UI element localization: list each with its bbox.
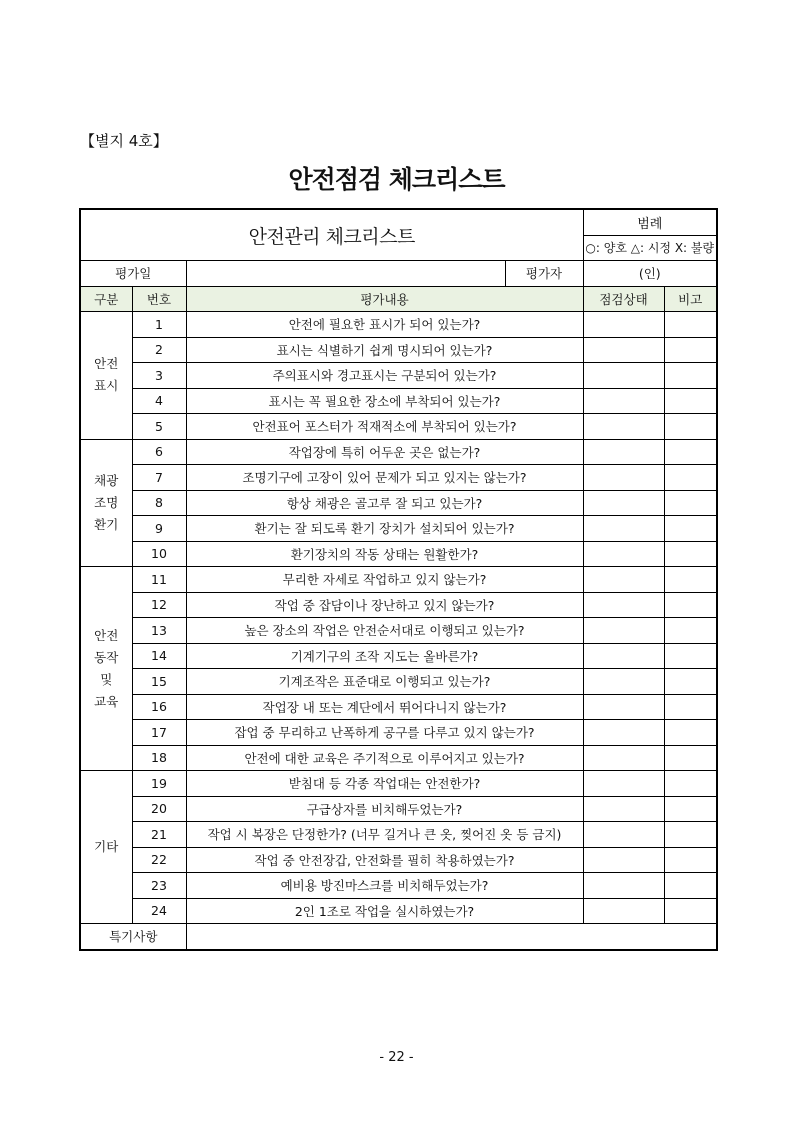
item-number: 18	[132, 745, 186, 771]
item-text: 안전표어 포스터가 적재적소에 부착되어 있는가?	[186, 414, 583, 440]
table-row	[80, 669, 717, 695]
header-remarks: 비고	[664, 286, 717, 312]
remarks-cell[interactable]	[664, 796, 717, 822]
page-number: - 22 -	[379, 1050, 414, 1065]
item-number: 21	[132, 822, 186, 848]
table-row	[80, 745, 717, 771]
item-number: 22	[132, 847, 186, 873]
item-number: 16	[132, 694, 186, 720]
item-number: 9	[132, 516, 186, 542]
section-label: 채광 조명 환기	[80, 439, 132, 567]
eval-date-label: 평가일	[80, 261, 186, 287]
status-cell[interactable]	[583, 592, 664, 618]
status-cell[interactable]	[583, 669, 664, 695]
remarks-cell[interactable]	[664, 567, 717, 593]
remarks-cell[interactable]	[664, 720, 717, 746]
item-number: 11	[132, 567, 186, 593]
item-number: 19	[132, 771, 186, 797]
table-row	[80, 771, 717, 797]
table-row	[80, 847, 717, 873]
item-text: 안전에 필요한 표시가 되어 있는가?	[186, 312, 583, 338]
remarks-cell[interactable]	[664, 337, 717, 363]
table-row	[80, 465, 717, 491]
header-content: 평가내용	[186, 286, 583, 312]
remarks-cell[interactable]	[664, 439, 717, 465]
annex-label: 【별지 4호】	[80, 132, 168, 150]
item-number: 2	[132, 337, 186, 363]
status-cell[interactable]	[583, 643, 664, 669]
item-text: 환기는 잘 되도록 환기 장치가 설치되어 있는가?	[186, 516, 583, 542]
remarks-cell[interactable]	[664, 388, 717, 414]
item-number: 20	[132, 796, 186, 822]
table-row	[80, 592, 717, 618]
table-row	[80, 541, 717, 567]
item-number: 8	[132, 490, 186, 516]
table-row	[80, 720, 717, 746]
item-text: 표시는 꼭 필요한 장소에 부착되어 있는가?	[186, 388, 583, 414]
table-row	[80, 516, 717, 542]
remarks-cell[interactable]	[664, 694, 717, 720]
table-row	[80, 312, 717, 338]
status-cell[interactable]	[583, 618, 664, 644]
page-title: 안전점검 체크리스트	[288, 165, 505, 194]
section-label: 안전 표시	[80, 312, 132, 440]
status-cell[interactable]	[583, 567, 664, 593]
table-row	[80, 873, 717, 899]
remarks-cell[interactable]	[664, 771, 717, 797]
item-number: 3	[132, 363, 186, 389]
table-row	[80, 643, 717, 669]
eval-date-field[interactable]	[186, 261, 505, 287]
item-text: 받침대 등 각종 작업대는 안전한가?	[186, 771, 583, 797]
status-cell[interactable]	[583, 465, 664, 491]
item-number: 15	[132, 669, 186, 695]
remarks-cell[interactable]	[664, 618, 717, 644]
item-number: 14	[132, 643, 186, 669]
remarks-cell[interactable]	[664, 414, 717, 440]
item-text: 작업 중 안전장갑, 안전화를 필히 착용하였는가?	[186, 847, 583, 873]
item-text: 높은 장소의 작업은 안전순서대로 이행되고 있는가?	[186, 618, 583, 644]
table-row	[80, 567, 717, 593]
remarks-cell[interactable]	[664, 847, 717, 873]
item-number: 7	[132, 465, 186, 491]
remarks-cell[interactable]	[664, 643, 717, 669]
status-cell[interactable]	[583, 541, 664, 567]
status-cell[interactable]	[583, 414, 664, 440]
item-text: 예비용 방진마스크를 비치해두었는가?	[186, 873, 583, 899]
item-text: 항상 채광은 골고루 잘 되고 있는가?	[186, 490, 583, 516]
item-number: 17	[132, 720, 186, 746]
status-cell[interactable]	[583, 873, 664, 899]
item-text: 구급상자를 비치해두었는가?	[186, 796, 583, 822]
status-cell[interactable]	[583, 516, 664, 542]
table-row	[80, 490, 717, 516]
item-text: 작업 시 복장은 단정한가? (너무 길거나 큰 옷, 찢어진 옷 등 금지)	[186, 822, 583, 848]
table-row	[80, 363, 717, 389]
notes-field[interactable]	[186, 924, 717, 950]
item-number: 5	[132, 414, 186, 440]
header-status: 점검상태	[583, 286, 664, 312]
section-label: 안전 동작 및 교육	[80, 567, 132, 771]
table-row	[80, 337, 717, 363]
item-text: 2인 1조로 작업을 실시하였는가?	[186, 898, 583, 924]
item-text: 조명기구에 고장이 있어 문제가 되고 있지는 않는가?	[186, 465, 583, 491]
status-cell[interactable]	[583, 796, 664, 822]
status-cell[interactable]	[583, 771, 664, 797]
item-text: 작업 중 잡담이나 장난하고 있지 않는가?	[186, 592, 583, 618]
legend-title: 범례	[583, 209, 717, 235]
table-row	[80, 414, 717, 440]
notes-row	[80, 924, 717, 950]
remarks-cell[interactable]	[664, 490, 717, 516]
status-cell[interactable]	[583, 822, 664, 848]
evaluator-label: 평가자	[505, 261, 583, 287]
remarks-cell[interactable]	[664, 898, 717, 924]
item-number: 1	[132, 312, 186, 338]
status-cell[interactable]	[583, 388, 664, 414]
checklist-table	[79, 208, 718, 951]
remarks-cell[interactable]	[664, 541, 717, 567]
item-number: 24	[132, 898, 186, 924]
item-text: 잡업 중 무리하고 난폭하게 공구를 다루고 있지 않는가?	[186, 720, 583, 746]
status-cell[interactable]	[583, 898, 664, 924]
remarks-cell[interactable]	[664, 516, 717, 542]
remarks-cell[interactable]	[664, 669, 717, 695]
remarks-cell[interactable]	[664, 363, 717, 389]
table-row	[80, 439, 717, 465]
remarks-cell[interactable]	[664, 465, 717, 491]
status-cell[interactable]	[583, 745, 664, 771]
status-cell[interactable]	[583, 720, 664, 746]
status-cell[interactable]	[583, 312, 664, 338]
item-number: 4	[132, 388, 186, 414]
remarks-cell[interactable]	[664, 592, 717, 618]
seal-mark: (인)	[638, 266, 661, 282]
notes-label: 특기사항	[80, 924, 186, 950]
evaluator-field[interactable]	[583, 261, 717, 287]
status-cell[interactable]	[583, 363, 664, 389]
remarks-cell[interactable]	[664, 312, 717, 338]
header-category: 구분	[80, 286, 132, 312]
status-cell[interactable]	[583, 694, 664, 720]
header-number: 번호	[132, 286, 186, 312]
item-number: 13	[132, 618, 186, 644]
remarks-cell[interactable]	[664, 822, 717, 848]
status-cell[interactable]	[583, 337, 664, 363]
item-text: 안전에 대한 교육은 주기적으로 이루어지고 있는가?	[186, 745, 583, 771]
table-row	[80, 822, 717, 848]
item-text: 작업장에 특히 어두운 곳은 없는가?	[186, 439, 583, 465]
item-number: 6	[132, 439, 186, 465]
item-text: 기계기구의 조작 지도는 올바른가?	[186, 643, 583, 669]
item-text: 주의표시와 경고표시는 구분되어 있는가?	[186, 363, 583, 389]
table-row	[80, 618, 717, 644]
table-row	[80, 796, 717, 822]
status-cell[interactable]	[583, 490, 664, 516]
status-cell[interactable]	[583, 439, 664, 465]
checklist-title: 안전관리 체크리스트	[80, 209, 583, 261]
item-text: 기계조작은 표준대로 이행되고 있는가?	[186, 669, 583, 695]
legend: ○: 양호 △: 시정 X: 불량	[583, 235, 717, 261]
table-row	[80, 388, 717, 414]
item-number: 12	[132, 592, 186, 618]
section-label: 기타	[80, 771, 132, 924]
table-row	[80, 898, 717, 924]
item-number: 10	[132, 541, 186, 567]
remarks-cell[interactable]	[664, 873, 717, 899]
table-row	[80, 694, 717, 720]
item-text: 표시는 식별하기 쉽게 명시되어 있는가?	[186, 337, 583, 363]
remarks-cell[interactable]	[664, 745, 717, 771]
status-cell[interactable]	[583, 847, 664, 873]
item-text: 환기장치의 작동 상태는 원활한가?	[186, 541, 583, 567]
item-text: 작업장 내 또는 계단에서 뛰어다니지 않는가?	[186, 694, 583, 720]
item-number: 23	[132, 873, 186, 899]
item-text: 무리한 자세로 작업하고 있지 않는가?	[186, 567, 583, 593]
